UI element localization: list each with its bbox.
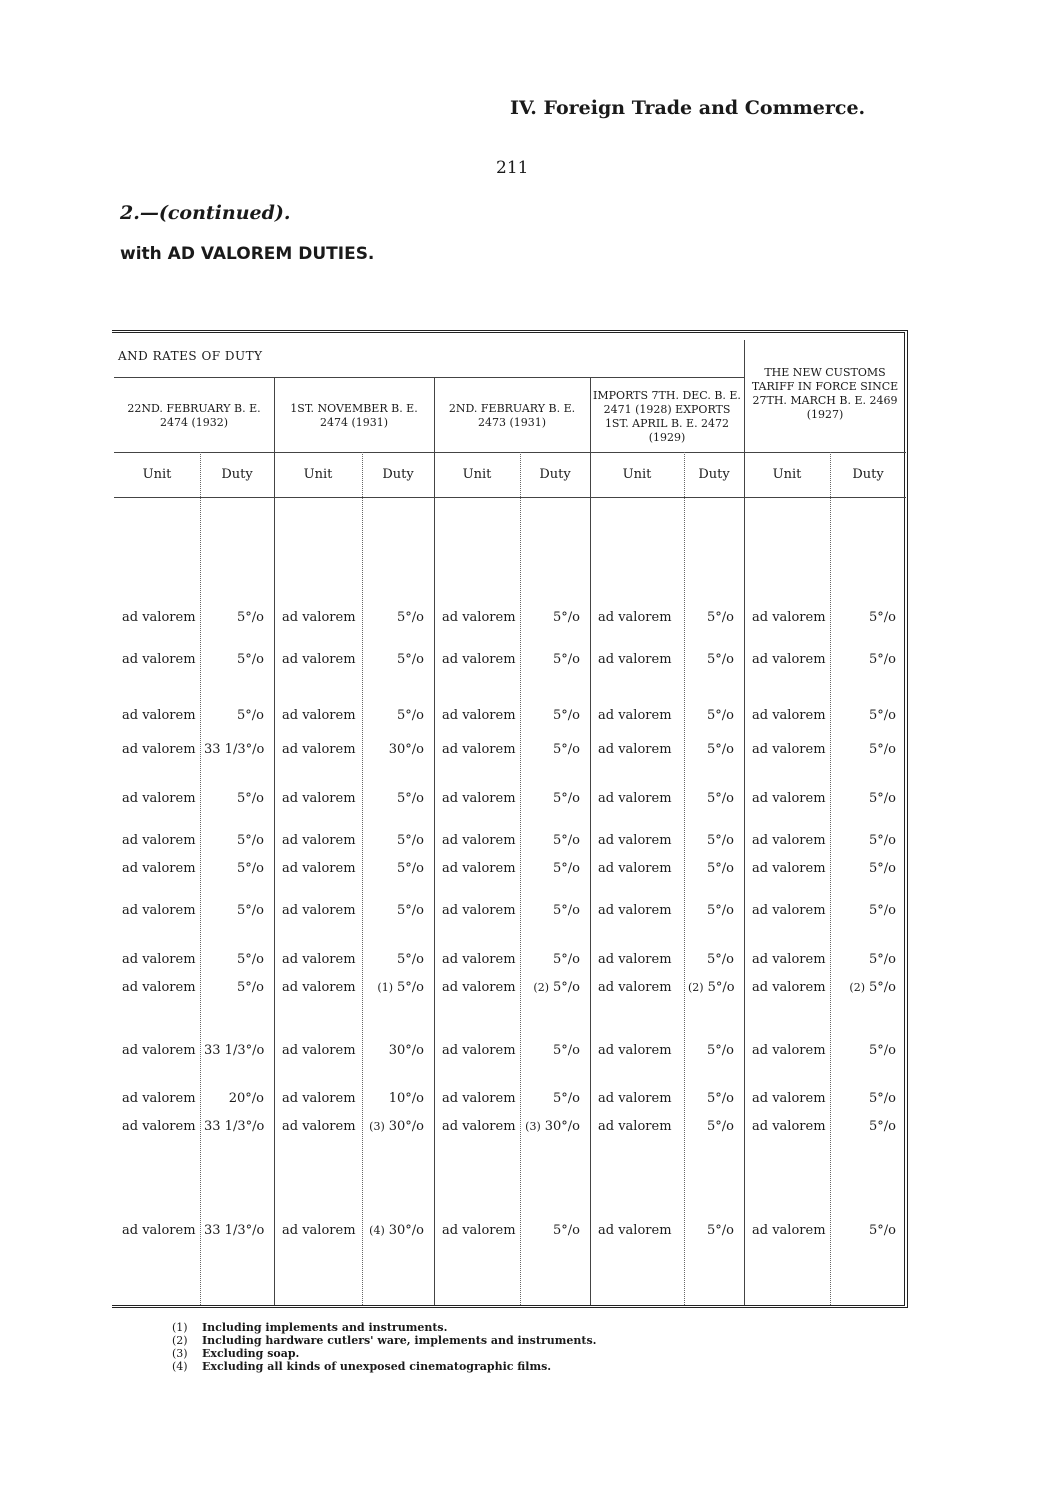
unit-cell: ad valorem [752,980,826,995]
duty-value: 5°/o [707,652,734,667]
duty-cell [204,952,264,967]
duty-value: 5°/o [869,652,896,667]
unit-cell: ad valorem [122,903,196,918]
duty-cell [366,791,424,806]
duty-value: 5°/o [237,980,264,995]
unit-cell: ad valorem [598,980,672,995]
duty-value: 33 1/3°/o [204,1223,265,1238]
duty-cell [366,708,424,723]
unit-cell: ad valorem [442,652,516,667]
duty-value: 5°/o [553,1091,580,1106]
duty-cell [204,1043,264,1058]
duty-header: Duty [852,467,884,482]
duty-cell [834,833,896,848]
unit-cell: ad valorem [752,610,826,625]
footnote-marker: (4) [369,1224,385,1237]
duty-cell [834,708,896,723]
duty-value: 5°/o [553,952,580,967]
duty-cell [834,861,896,876]
unit-header: Unit [142,467,172,482]
page-number: 211 [496,158,529,178]
column-rule [590,377,591,1305]
duty-value: 5°/o [553,708,580,723]
duty-cell [204,708,264,723]
unit-cell: ad valorem [598,952,672,967]
table-caption: AND RATES OF DUTY [118,349,263,363]
unit-cell: ad valorem [752,652,826,667]
duty-value: 30°/o [388,1119,424,1134]
group-header: IMPORTS 7TH. DEC. B. E. 2471 (1928) EXPORTS 1ST. APRIL B. E. 2472 (1929) [593,389,741,444]
duty-cell [688,903,734,918]
duty-value: 5°/o [707,1119,734,1134]
unit-cell: ad valorem [122,742,196,757]
duty-cell [204,980,264,995]
unit-header: Unit [462,467,492,482]
duty-cell [834,1119,896,1134]
duty-cell [524,861,580,876]
unit-cell: ad valorem [752,742,826,757]
duty-value: 30°/o [388,742,424,757]
unit-cell: ad valorem [282,833,356,848]
footnote: (1) Including implements and instruments. [172,1321,448,1334]
unit-cell: ad valorem [282,1119,356,1134]
duty-value: 5°/o [869,903,896,918]
unit-cell: ad valorem [442,708,516,723]
unit-cell: ad valorem [752,1119,826,1134]
unit-cell: ad valorem [752,833,826,848]
duty-value: 5°/o [237,708,264,723]
column-rule [830,452,831,1305]
duty-value: 5°/o [869,861,896,876]
group-header: 22ND. FEBRUARY B. E. 2474 (1932) [127,402,261,429]
unit-header: Unit [622,467,652,482]
duty-cell [366,1119,424,1134]
unit-cell: ad valorem [122,708,196,723]
duty-cell [204,742,264,757]
duty-value: 5°/o [869,708,896,723]
unit-cell: ad valorem [122,652,196,667]
footnote-marker: (2) [688,981,704,994]
duty-value: 5°/o [397,708,424,723]
footnote: (2) Including hardware cutlers' ware, implements and instruments. [172,1334,597,1347]
unit-cell: ad valorem [442,903,516,918]
duty-value: 30°/o [388,1043,424,1058]
duty-cell [366,903,424,918]
duty-value: 5°/o [397,903,424,918]
duty-value: 5°/o [707,708,734,723]
duty-value: 5°/o [869,1091,896,1106]
duty-cell [366,980,424,995]
duty-value: 5°/o [553,610,580,625]
duty-cell [834,1223,896,1238]
unit-cell: ad valorem [282,610,356,625]
ad-valorem-heading: with AD VALOREM DUTIES. [120,244,375,264]
duty-value: 5°/o [869,952,896,967]
unit-cell: ad valorem [122,1091,196,1106]
duty-cell [688,952,734,967]
duty-cell [834,1091,896,1106]
unit-cell: ad valorem [598,610,672,625]
duty-header: Duty [539,467,571,482]
duty-cell [366,952,424,967]
duty-value: 5°/o [553,1223,580,1238]
duty-value: 5°/o [397,952,424,967]
unit-cell: ad valorem [598,861,672,876]
duty-cell [834,742,896,757]
duty-cell [204,833,264,848]
unit-cell: ad valorem [442,980,516,995]
duty-value: 5°/o [707,610,734,625]
unit-cell: ad valorem [442,833,516,848]
duty-cell [204,652,264,667]
duty-cell [834,952,896,967]
duty-cell [688,610,734,625]
duty-cell [688,1119,734,1134]
duty-value: 5°/o [707,1043,734,1058]
duty-header: Duty [698,467,730,482]
duty-cell [524,980,580,995]
unit-cell: ad valorem [122,980,196,995]
duty-value: 5°/o [553,1043,580,1058]
duty-cell [524,1223,580,1238]
unit-cell: ad valorem [598,1091,672,1106]
unit-cell: ad valorem [598,1119,672,1134]
duty-value: 10°/o [388,1091,424,1106]
unit-cell: ad valorem [442,1043,516,1058]
duty-cell [834,610,896,625]
duty-value: 5°/o [237,610,264,625]
rule [114,452,906,453]
duty-cell [524,708,580,723]
duty-cell [834,980,896,995]
unit-cell: ad valorem [282,791,356,806]
duty-value: 30°/o [388,1223,424,1238]
unit-cell: ad valorem [122,833,196,848]
duty-cell [204,1091,264,1106]
duty-cell [204,1119,264,1134]
duty-cell [524,833,580,848]
duty-value: 5°/o [237,952,264,967]
duty-value: 5°/o [237,903,264,918]
duty-value: 5°/o [707,742,734,757]
duty-cell [366,742,424,757]
duty-cell [524,952,580,967]
duty-value: 5°/o [237,791,264,806]
unit-cell: ad valorem [282,980,356,995]
unit-cell: ad valorem [122,1119,196,1134]
unit-cell: ad valorem [282,1091,356,1106]
duty-cell [366,833,424,848]
duty-cell [524,610,580,625]
duty-cell [204,791,264,806]
duty-value: 5°/o [707,980,735,995]
unit-cell: ad valorem [122,861,196,876]
group-header: 1ST. NOVEMBER B. E. 2474 (1931) [290,402,418,429]
duty-cell [366,861,424,876]
footnote-marker: (3) [525,1120,541,1133]
duty-value: 5°/o [237,861,264,876]
unit-cell: ad valorem [122,1043,196,1058]
duty-header: Duty [221,467,253,482]
footnote-marker: (2) [849,981,866,994]
duty-cell [688,652,734,667]
duty-value: 5°/o [397,652,424,667]
duty-cell [524,1091,580,1106]
duty-cell [834,791,896,806]
unit-cell: ad valorem [598,708,672,723]
duty-value: 5°/o [237,833,264,848]
duty-cell [204,861,264,876]
unit-cell: ad valorem [442,861,516,876]
unit-cell: ad valorem [442,791,516,806]
unit-cell: ad valorem [598,833,672,848]
duty-value: 5°/o [869,1223,896,1238]
duty-value: 5°/o [869,791,896,806]
duty-value: 20°/o [228,1091,264,1106]
unit-cell: ad valorem [752,1043,826,1058]
duty-value: 5°/o [553,742,580,757]
duty-value: 5°/o [707,861,734,876]
duty-cell [688,861,734,876]
duty-value: 5°/o [869,833,896,848]
duty-value: 33 1/3°/o [204,742,265,757]
unit-cell: ad valorem [442,1223,516,1238]
unit-cell: ad valorem [282,708,356,723]
duty-value: 30°/o [544,1119,580,1134]
unit-cell: ad valorem [282,903,356,918]
column-rule [200,452,201,1305]
footnote: (4) Excluding all kinds of unexposed cinematographic films. [172,1360,552,1373]
duty-value: 5°/o [869,742,896,757]
duty-value: 5°/o [397,610,424,625]
unit-cell: ad valorem [442,952,516,967]
duty-cell [524,742,580,757]
unit-header: Unit [772,467,802,482]
duty-cell [366,610,424,625]
duty-cell [688,833,734,848]
unit-cell: ad valorem [752,1223,826,1238]
duty-value: 5°/o [707,903,734,918]
duty-value: 5°/o [553,903,580,918]
duty-header: Duty [382,467,414,482]
duty-value: 33 1/3°/o [204,1119,265,1134]
duty-value: 5°/o [553,791,580,806]
footnote: (3) Excluding soap. [172,1347,300,1360]
duty-value: 5°/o [553,652,580,667]
duty-cell [204,903,264,918]
duty-value: 5°/o [707,791,734,806]
unit-cell: ad valorem [282,861,356,876]
unit-cell: ad valorem [598,1223,672,1238]
unit-cell: ad valorem [282,1043,356,1058]
duty-value: 5°/o [397,861,424,876]
duty-cell [688,708,734,723]
duty-value: 5°/o [869,610,896,625]
footnote-marker: (3) [369,1120,385,1133]
footnote-marker: (2) [533,981,550,994]
duty-cell [366,1043,424,1058]
duty-cell [366,1091,424,1106]
unit-cell: ad valorem [442,610,516,625]
duty-cell [688,1223,734,1238]
duty-value: 5°/o [553,861,580,876]
duty-value: 33 1/3°/o [204,1043,265,1058]
duty-cell [524,791,580,806]
unit-cell: ad valorem [282,652,356,667]
duty-cell [834,903,896,918]
duty-value: 5°/o [553,980,580,995]
duty-cell [524,1119,580,1134]
duty-cell [688,1043,734,1058]
unit-cell: ad valorem [282,1223,356,1238]
column-rule [744,340,745,1305]
duty-value: 5°/o [397,833,424,848]
unit-cell: ad valorem [122,952,196,967]
footnote-marker: (1) [377,981,394,994]
duty-value: 5°/o [553,833,580,848]
duty-cell [524,903,580,918]
column-rule [684,452,685,1305]
unit-cell: ad valorem [442,1091,516,1106]
duty-cell [834,1043,896,1058]
duty-value: 5°/o [869,980,896,995]
unit-cell: ad valorem [752,903,826,918]
unit-cell: ad valorem [122,1223,196,1238]
unit-cell: ad valorem [752,952,826,967]
unit-cell: ad valorem [598,791,672,806]
duty-cell [688,742,734,757]
unit-cell: ad valorem [598,742,672,757]
duty-value: 5°/o [397,980,424,995]
unit-cell: ad valorem [752,708,826,723]
duty-value: 5°/o [397,791,424,806]
group-header: THE NEW CUSTOMS TARIFF IN FORCE SINCE 27TH. MARCH B. E. 2469 (1927) [751,366,899,421]
duty-cell [688,1091,734,1106]
unit-cell: ad valorem [752,791,826,806]
unit-header: Unit [303,467,333,482]
duty-cell [524,1043,580,1058]
unit-cell: ad valorem [598,652,672,667]
unit-cell: ad valorem [752,861,826,876]
duty-cell [524,652,580,667]
unit-cell: ad valorem [122,791,196,806]
group-header: 2ND. FEBRUARY B. E. 2473 (1931) [448,402,576,429]
duty-value: 5°/o [707,833,734,848]
section-title: IV. Foreign Trade and Commerce. [510,97,866,119]
duty-value: 5°/o [707,952,734,967]
rule [114,377,744,378]
unit-cell: ad valorem [598,903,672,918]
duty-value: 5°/o [707,1091,734,1106]
unit-cell: ad valorem [282,952,356,967]
column-rule [362,452,363,1305]
unit-cell: ad valorem [442,742,516,757]
duty-cell [834,652,896,667]
column-rule [434,377,435,1305]
unit-cell: ad valorem [442,1119,516,1134]
rule [114,497,906,498]
unit-cell: ad valorem [282,742,356,757]
column-rule [274,377,275,1305]
duty-cell [366,1223,424,1238]
duty-value: 5°/o [869,1119,896,1134]
duty-value: 5°/o [869,1043,896,1058]
duty-cell [204,1223,264,1238]
duty-value: 5°/o [707,1223,734,1238]
duty-cell [688,791,734,806]
unit-cell: ad valorem [598,1043,672,1058]
duty-cell [688,980,734,995]
unit-cell: ad valorem [752,1091,826,1106]
duty-value: 5°/o [237,652,264,667]
continued-heading: 2.—(continued). [120,202,291,224]
column-rule [520,452,521,1305]
unit-cell: ad valorem [122,610,196,625]
duty-cell [366,652,424,667]
duty-cell [204,610,264,625]
footnotes [172,1321,596,1373]
